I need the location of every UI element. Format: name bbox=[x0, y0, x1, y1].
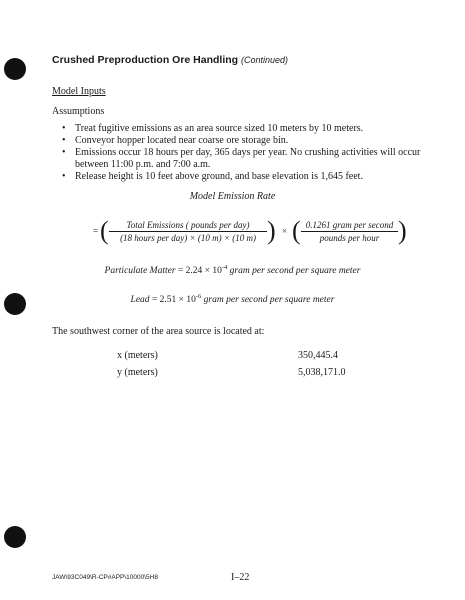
left-paren: ( bbox=[100, 216, 109, 245]
conversion-fraction bbox=[301, 220, 398, 243]
fraction-numerator: 0.1261 gram per second bbox=[301, 220, 398, 232]
result-exponent: -6 bbox=[195, 293, 202, 300]
result-unit: gram per second per square meter bbox=[229, 266, 361, 277]
result-mantissa: 2.24 bbox=[185, 266, 203, 277]
location-text: The southwest corner of the area source is located at: bbox=[52, 326, 265, 337]
result-lead: Lead = $2.51 \times 10^{-6}$ gram per second per square meter bbox=[130, 293, 335, 306]
equals-sign: = bbox=[93, 226, 99, 236]
coordinate-value: 350,445.4 bbox=[298, 350, 338, 361]
assumptions-list bbox=[62, 123, 422, 183]
assumption-text: Release height is 10 feet above ground, and base elevation is 1,645 feet. bbox=[75, 170, 363, 182]
assumption-item: • Emissions occur 18 hours per day, 365 days per year. No crushing activities will occur between 11:00 p.m. and 7:00 a.m. bbox=[62, 147, 421, 170]
fraction-denominator: (18 hours per day) × (10 m) × (10 m) bbox=[120, 233, 256, 243]
result-unit: gram per second per square meter bbox=[203, 295, 335, 306]
assumption-text: Treat fugitive emissions as an area source sized 10 meters by 10 meters. bbox=[75, 123, 364, 134]
footer-file-path: JAW\93C049\R-CP#APP\10000\5H8 bbox=[52, 574, 158, 581]
section-heading bbox=[52, 54, 288, 66]
assumptions-label: Assumptions bbox=[52, 106, 105, 117]
result-mantissa: 2.51 bbox=[159, 295, 177, 306]
assumption-item: • Release height is 10 feet above ground, and base elevation is 1,645 feet. bbox=[62, 170, 363, 182]
times-sign: × bbox=[282, 226, 288, 236]
result-particulate-matter: Particulate Matter = $2.24 \times 10^{-4}$ gram per second per square meter bbox=[104, 264, 361, 277]
assumption-text: Conveyor hopper located near coarse ore storage bin. bbox=[75, 135, 289, 146]
heading-title: Crushed Preproduction Ore Handling bbox=[52, 54, 239, 66]
coordinate-row bbox=[117, 350, 337, 367]
fraction-denominator: pounds per hour bbox=[319, 233, 380, 243]
binder-hole-bottom bbox=[4, 526, 26, 548]
left-paren: ( bbox=[292, 216, 301, 245]
emission-fraction bbox=[109, 220, 267, 243]
coordinates-table bbox=[117, 350, 346, 384]
page-number: I–22 bbox=[231, 572, 250, 583]
coordinate-label: x (meters) bbox=[117, 350, 158, 361]
result-label: Particulate Matter bbox=[104, 266, 176, 277]
model-inputs-title: Model Inputs bbox=[52, 86, 106, 97]
heading-continued: (Continued) bbox=[241, 55, 289, 65]
fraction-numerator: Total Emissions ( pounds per day) bbox=[109, 220, 267, 232]
assumption-text: Emissions occur 18 hours per day, 365 days per year. No crushing activities will occur between 11:00 p.m. and 7:00 a.m. bbox=[75, 147, 421, 170]
right-paren: ) bbox=[267, 216, 276, 245]
formula-title: Model Emission Rate bbox=[189, 191, 276, 202]
assumption-item: • Conveyor hopper located near coarse ore storage bin. bbox=[62, 135, 289, 146]
right-paren: ) bbox=[398, 216, 407, 245]
result-exponent: -4 bbox=[221, 264, 228, 271]
binder-hole-top bbox=[4, 58, 26, 80]
result-label: Lead bbox=[130, 295, 150, 306]
coordinate-row bbox=[117, 367, 346, 384]
coordinate-label: y (meters) bbox=[117, 367, 158, 378]
assumption-item: • Treat fugitive emissions as an area source sized 10 meters by 10 meters. bbox=[62, 123, 364, 134]
coordinate-value: 5,038,171.0 bbox=[298, 367, 346, 378]
